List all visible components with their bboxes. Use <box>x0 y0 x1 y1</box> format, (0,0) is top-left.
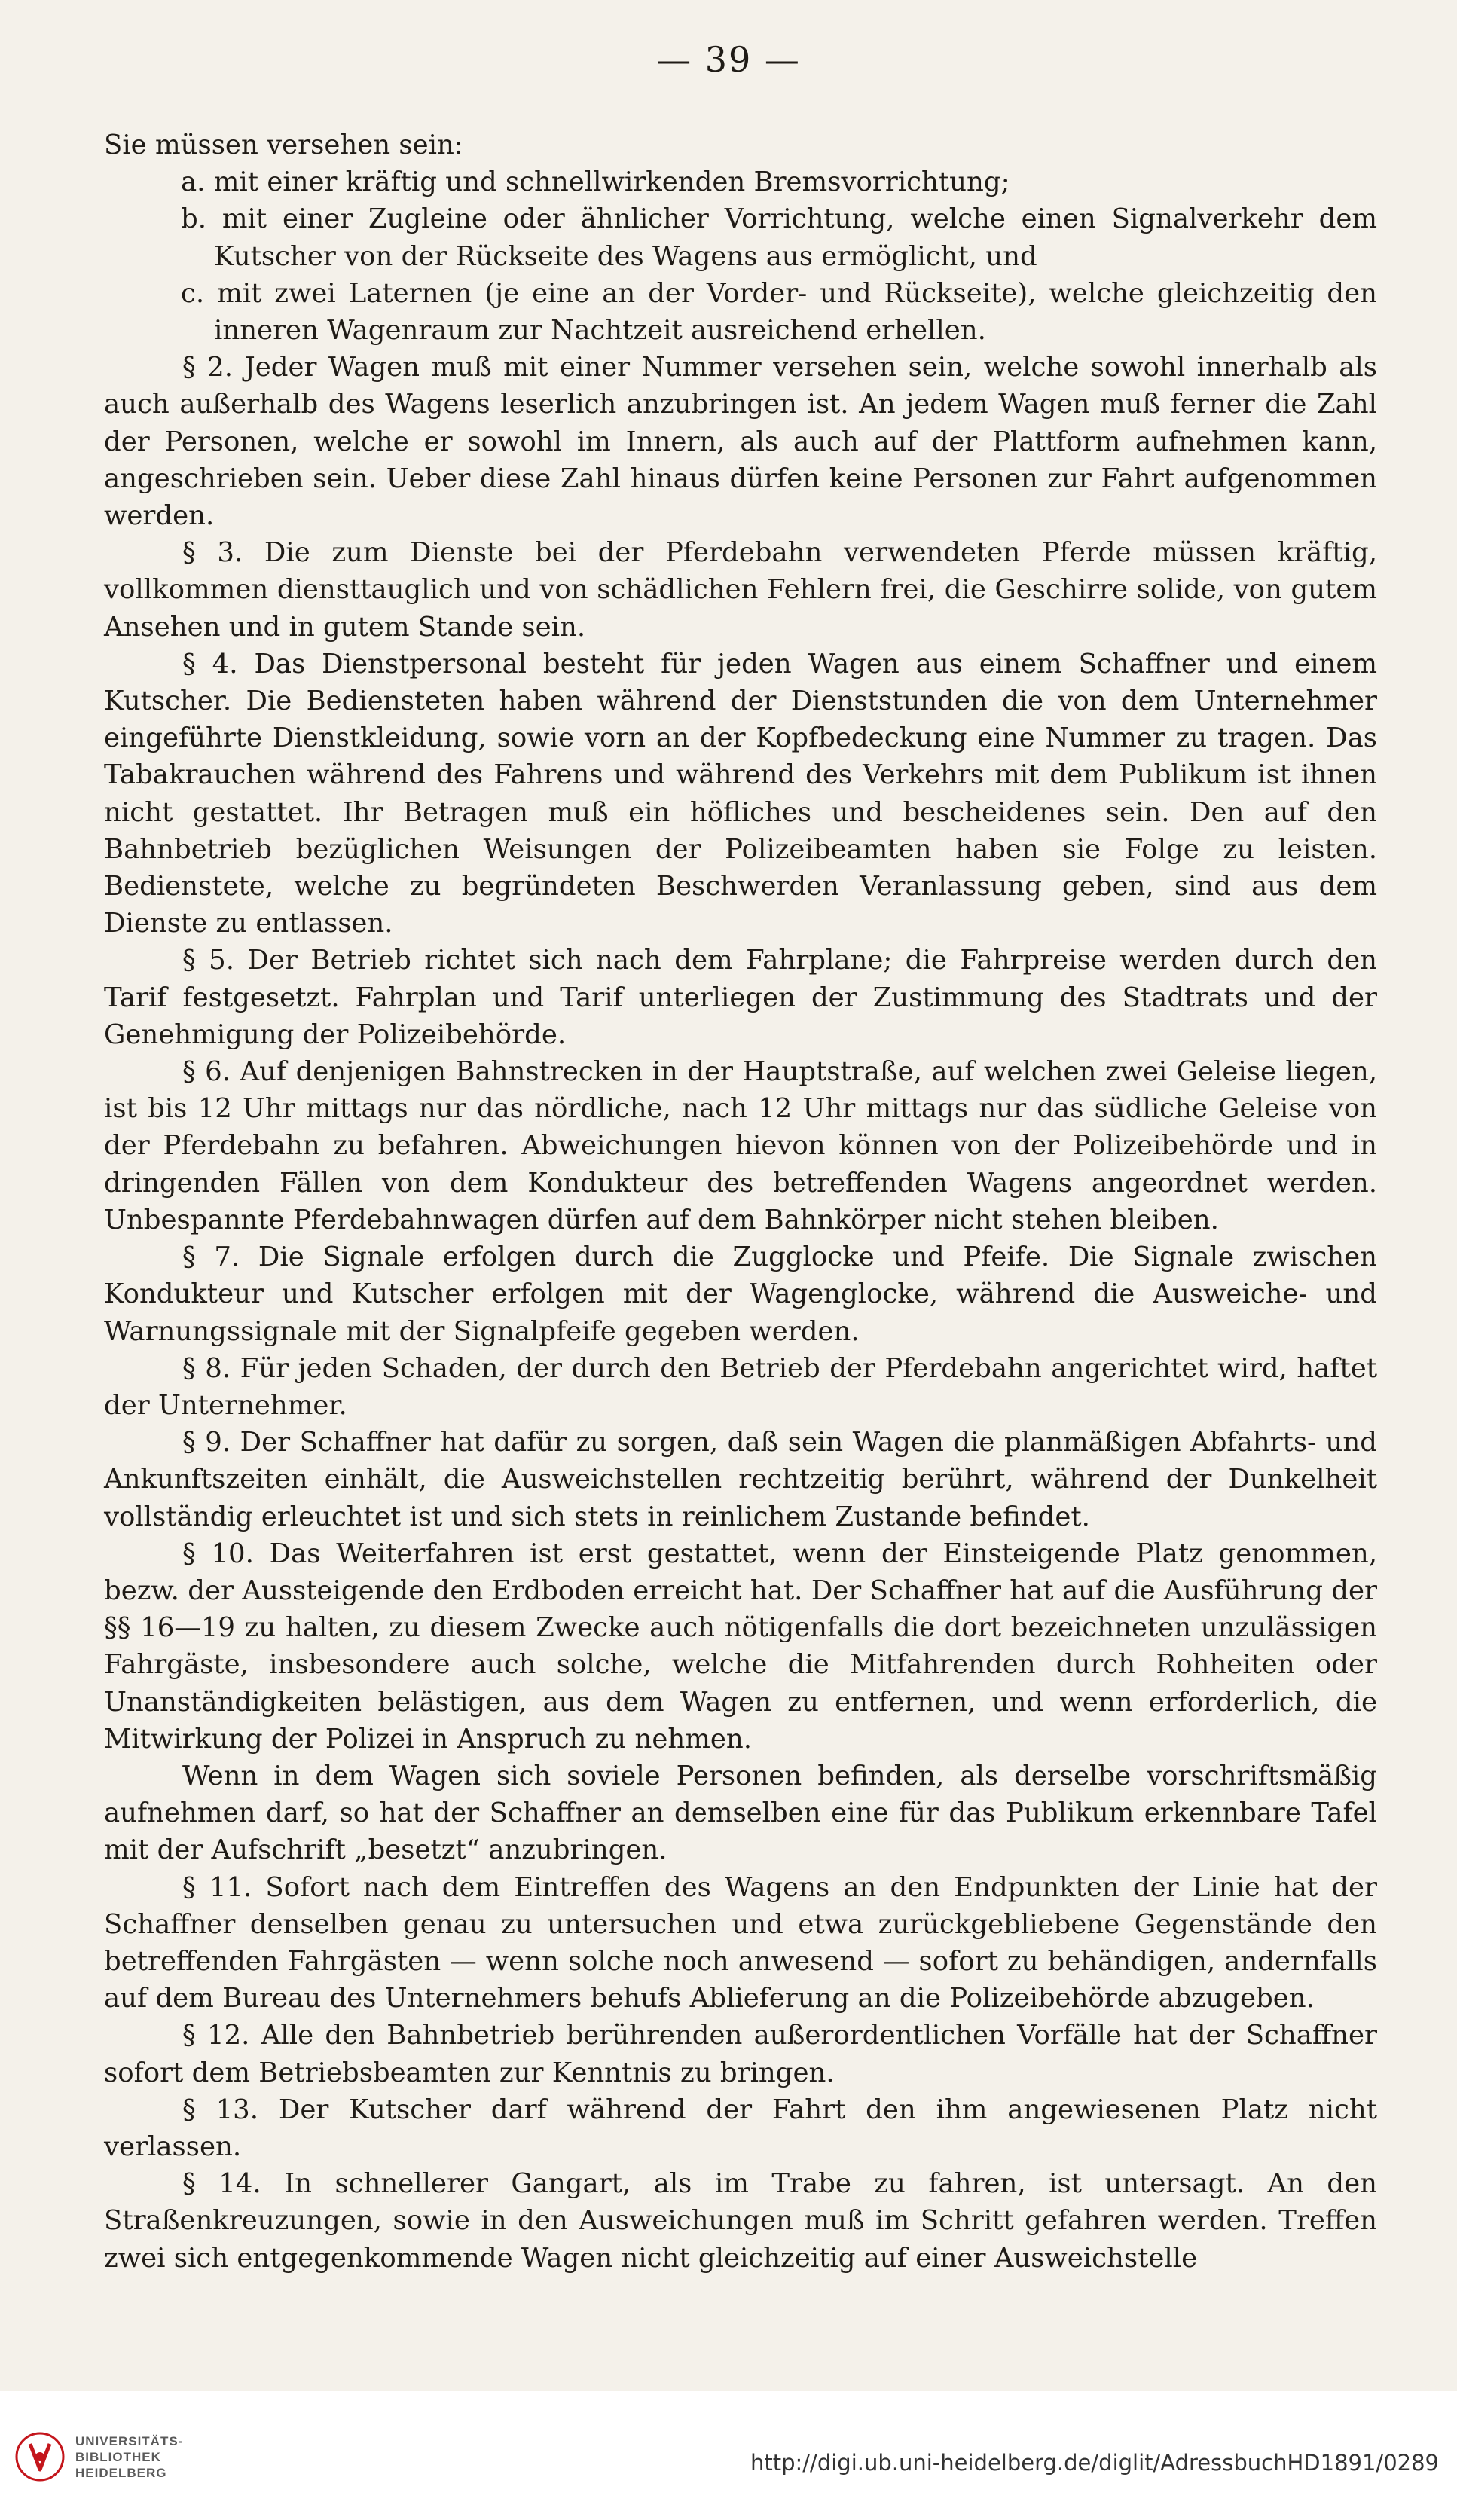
section-text: Der Kutscher darf während der Fahrt den ihm angewiesenen Platz nicht verlassen. <box>104 2094 1377 2162</box>
section-label: § 5. <box>182 945 235 976</box>
section-label: § 10. <box>182 1538 254 1569</box>
section-text: Wenn in dem Wagen sich soviele Personen befinden, als derselbe vorschriftsmäßig aufnehmen darf, so hat der Schaffner an demselben eine für das Publikum erkennbare Tafel mit der Aufschrift „besetzt“ anzubringen. <box>104 1760 1377 1866</box>
section-text: Jeder Wagen muß mit einer Nummer versehen sein, welche sowohl innerhalb als auch außerhalb des Wagens leserlich anzubringen ist. An jedem Wagen muß ferner die Zahl der Personen, welche er sowohl im Innern, als auch auf der Plattform aufnehmen kann, angeschrieben sein. Ueber diese Zahl hinaus dürfen keine Personen zur Fahrt aufgenommen werden. <box>104 352 1377 532</box>
section-label: § 12. <box>182 2020 250 2051</box>
section-paragraph <box>104 2091 1377 2165</box>
section-text: Die zum Dienste bei der Pferdebahn verwendeten Pferde müssen kräftig, vollkommen diensttauglich und von schädlichen Fehlern frei, die Geschirre solide, von gutem Ansehen und in gutem Stande sein. <box>104 537 1377 643</box>
section-text: Alle den Bahnbetrieb berührenden außerordentlichen Vorfälle hat der Schaffner sofort dem Betriebsbeamten zur Kenntnis zu bringen. <box>104 2020 1377 2088</box>
section-label: § 14. <box>182 2168 261 2200</box>
section-text: Der Schaffner hat dafür zu sorgen, daß sein Wagen die planmäßigen Abfahrts- und Ankunftszeiten einhält, die Ausweichstellen rechtzeitig berührt, während der Dunkelheit vollständig erleuchtet ist und sich stets in reinlichem Zustande befindet. <box>104 1427 1378 1532</box>
section-label: § 13. <box>182 2094 259 2125</box>
list-item-marker: c. <box>181 277 205 309</box>
section-label: § 7. <box>182 1242 240 1273</box>
section-label: § 6. <box>182 1056 231 1088</box>
section-paragraph <box>104 1239 1377 1350</box>
section-label: § 9. <box>182 1427 231 1459</box>
footer <box>0 2391 1457 2520</box>
list-item-text: mit einer kräftig und schnellwirkenden Bremsvorrichtung; <box>213 166 1010 198</box>
section-text: Das Weiterfahren ist erst gestattet, wenn der Einsteigende Platz genommen, bezw. der Aussteigende den Erdboden erreicht hat. Der Schaffner hat auf die Ausführung der §§ 16—19 zu halten, zu diesem Zwecke auch nötigenfalls die dort bezeichneten unzulässigen Fahrgäste, insbesondere auch solche, welche die Mitfahrenden durch Rohheiten oder Unanständigkeiten belästigen, aus dem Wagen zu entfernen, und wenn erforderlich, die Mitwirkung der Polizei in Anspruch zu nehmen. <box>104 1538 1377 1755</box>
list-item-text: mit einer Zugleine oder ähnlicher Vorrichtung, welche einen Signalverkehr dem Kutscher von der Rückseite des Wagens aus ermöglicht, und <box>214 203 1378 272</box>
library-name-line: HEIDELBERG <box>75 2465 167 2480</box>
section-text: Auf denjenigen Bahnstrecken in der Hauptstraße, auf welchen zwei Geleise liegen, ist bis 12 Uhr mittags nur das nördliche, nach 12 Uhr mittags nur das südliche Geleise von der Pferdebahn zu befahren. Abweichungen hievon können von der Polizeibehörde und in dringenden Fällen von dem Kondukteur des betreffenden Wagens angeordnet werden. Unbespannte Pferdebahnwagen dürfen auf dem Bahnkörper nicht stehen bleiben. <box>104 1056 1377 1236</box>
section-label: § 2. <box>182 352 234 383</box>
list-item <box>104 200 1377 274</box>
document-body <box>104 127 1377 2277</box>
list-item-marker: a. <box>181 166 206 198</box>
section-paragraph <box>104 646 1377 942</box>
section-paragraph <box>104 1053 1377 1239</box>
section-text: Der Betrieb richtet sich nach dem Fahrplane; die Fahrpreise werden durch den Tarif festgesetzt. Fahrplan und Tarif unterliegen der Zustimmung des Stadtrats und der Genehmigung der Polizeibehörde. <box>104 945 1377 1050</box>
section-text: Die Signale erfolgen durch die Zugglocke und Pfeife. Die Signale zwischen Kondukteur und Kutscher erfolgen mit der Wagenglocke, während die Ausweiche- und Warnungssignale mit der Signalpfeife gegeben werden. <box>104 1242 1377 1347</box>
list-item <box>104 275 1377 349</box>
requirements-list <box>104 163 1377 349</box>
section-paragraph <box>104 1350 1377 1424</box>
list-item-text: mit zwei Laternen (je eine an der Vorder- und Rückseite), welche gleichzeitig den inneren Wagenraum zur Nachtzeit ausreichend erhellen. <box>214 277 1377 347</box>
list-item-marker: b. <box>181 203 207 235</box>
section-paragraph <box>104 1424 1377 1535</box>
library-seal-icon <box>15 2430 65 2483</box>
section-text: In schnellerer Gangart, als im Trabe zu fahren, ist untersagt. An den Straßenkreuzungen, sowie in den Ausweichungen muß im Schritt gefahren werden. Treffen zwei sich entgegenkommende Wagen nicht gleichzeitig auf einer Ausweichstelle <box>104 2168 1377 2274</box>
section-text: Sofort nach dem Eintreffen des Wagens an den Endpunkten der Linie hat der Schaffner denselben genau zu untersuchen und etwa zurückgebliebene Gegenstände den betreffenden Fahrgästen — wenn solche noch anwesend — sofort zu behändigen, andernfalls auf dem Bureau des Unternehmers behufs Ablieferung an die Polizeibehörde abzugeben. <box>104 1871 1377 2014</box>
list-item <box>104 163 1377 200</box>
section-paragraph <box>104 2165 1377 2277</box>
section-paragraph <box>104 1535 1377 1758</box>
intro-line: Sie müssen versehen sein: <box>104 130 463 160</box>
source-url-link[interactable]: http://digi.ub.uni-heidelberg.de/diglit/AdressbuchHD1891/0289 <box>750 2450 1439 2476</box>
section-label: § 8. <box>182 1352 231 1384</box>
section-text: Für jeden Schaden, der durch den Betrieb der Pferdebahn angerichtet wird, haftet der Unternehmer. <box>104 1352 1377 1421</box>
section-text: Das Dienstpersonal besteht für jeden Wagen aus einem Schaffner und einem Kutscher. Die Bediensteten haben während der Dienststunden die von dem Unternehmer eingeführte Dienstkleidung, sowie vorn an der Kopfbedeckung eine Nummer zu tragen. Das Tabakrauchen während des Fahrens und während des Verkehrs mit dem Publikum ist ihnen nicht gestattet. Ihr Betragen muß ein höfliches und bescheidenes sein. Den auf den Bahnbetrieb bezüglichen Weisungen der Polizeibeamten haben sie Folge zu leisten. Bedienstete, welche zu begründeten Beschwerden Veranlassung geben, sind aus dem Dienste zu entlassen. <box>104 648 1378 939</box>
library-name-line: UNIVERSITÄTS- <box>75 2433 184 2448</box>
library-name-line: BIBLIOTHEK <box>75 2449 161 2464</box>
section-paragraph <box>104 942 1377 1053</box>
library-name <box>75 2433 183 2481</box>
section-label: § 3. <box>182 537 243 569</box>
section-paragraph <box>104 1758 1377 1869</box>
section-paragraph <box>104 349 1377 534</box>
section-paragraph <box>104 1869 1377 2018</box>
sections <box>104 349 1377 2277</box>
library-logo[interactable] <box>15 2430 183 2483</box>
section-paragraph <box>104 534 1377 646</box>
page-number: — 39 — <box>656 39 801 80</box>
section-paragraph <box>104 2017 1377 2091</box>
section-label: § 11. <box>182 1871 252 1903</box>
section-label: § 4. <box>182 648 238 680</box>
